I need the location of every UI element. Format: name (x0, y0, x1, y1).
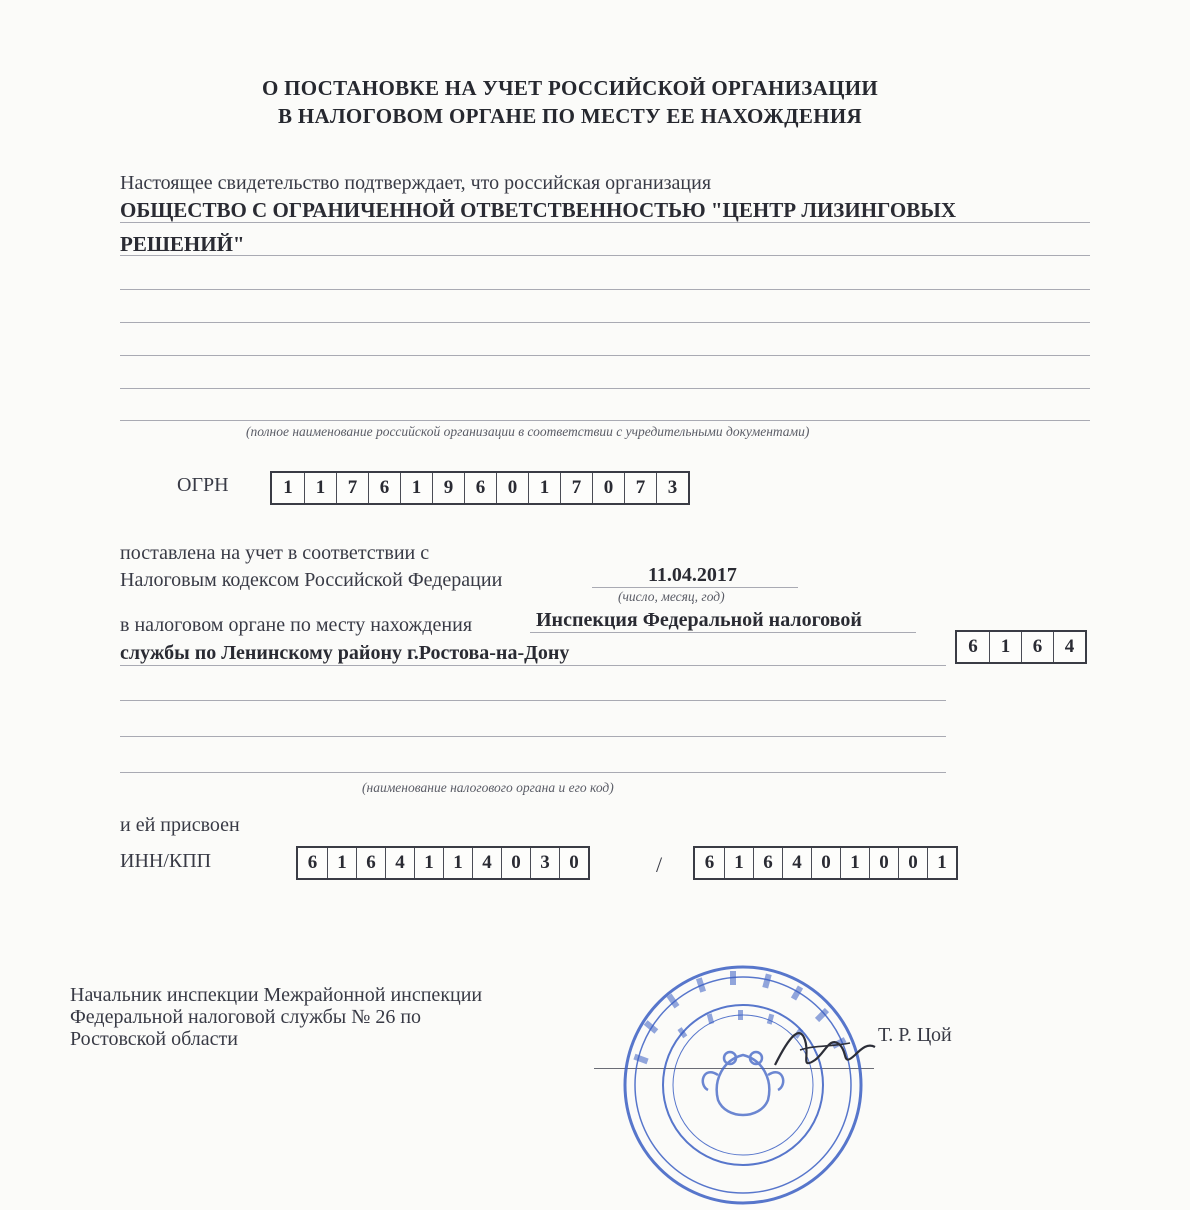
name-underline-3 (120, 289, 1090, 290)
signatory-name: Т. Р. Цой (878, 1024, 952, 1046)
ogrn-digit: 7 (560, 473, 592, 503)
kpp-digit-boxes (693, 846, 958, 880)
registration-text-line2: Налоговым кодексом Российской Федерации (120, 569, 503, 591)
kpp-digit: 0 (811, 848, 840, 878)
name-underline-5 (120, 355, 1090, 356)
intro-text: Настоящее свидетельство подтверждает, что российская организация (120, 172, 712, 194)
inn-digit: 1 (414, 848, 443, 878)
authority-code-digit: 6 (1021, 632, 1053, 662)
inn-digit: 0 (501, 848, 530, 878)
assigned-label: и ей присвоен (120, 814, 240, 836)
ogrn-digit: 7 (336, 473, 368, 503)
organization-name-line1: ОБЩЕСТВО С ОГРАНИЧЕННОЙ ОТВЕТСТВЕННОСТЬЮ "ЦЕНТР ЛИЗИНГОВЫХ (120, 198, 957, 222)
ogrn-digit: 9 (432, 473, 464, 503)
date-hint: (число, месяц, год) (618, 589, 725, 604)
ogrn-digit: 1 (304, 473, 336, 503)
inn-digit-boxes (296, 846, 590, 880)
inn-digit: 6 (356, 848, 385, 878)
inn-digit: 3 (530, 848, 559, 878)
kpp-digit: 0 (898, 848, 927, 878)
authority-code-digit: 1 (989, 632, 1021, 662)
ogrn-digit: 3 (656, 473, 688, 503)
kpp-digit: 6 (753, 848, 782, 878)
organization-name-hint: (полное наименование российской организации в соответствии с учредительными документами) (246, 424, 810, 439)
authority-code-digit: 6 (968, 636, 978, 657)
name-underline-4 (120, 322, 1090, 323)
ogrn-digit: 7 (624, 473, 656, 503)
inn-kpp-label: ИНН/КПП (120, 850, 212, 872)
authority-underline-5 (120, 772, 946, 773)
kpp-digit: 0 (869, 848, 898, 878)
signature-icon (770, 1015, 880, 1080)
authority-code-boxes (955, 630, 1087, 664)
ogrn-digit: 0 (592, 473, 624, 503)
signatory-position-line1: Начальник инспекции Межрайонной инспекции (70, 984, 483, 1006)
name-underline-6 (120, 388, 1090, 389)
kpp-digit: 1 (927, 848, 956, 878)
authority-underline-1 (530, 632, 916, 633)
kpp-digit: 1 (724, 848, 753, 878)
inn-kpp-separator: / (656, 852, 663, 877)
certificate-title-line2: В НАЛОГОВОМ ОРГАНЕ ПО МЕСТУ ЕЕ НАХОЖДЕНИЯ (278, 104, 862, 128)
official-stamp-icon (618, 960, 868, 1210)
authority-label: в налоговом органе по месту нахождения (120, 614, 473, 636)
ogrn-digit: 6 (464, 473, 496, 503)
kpp-digit: 6 (704, 852, 715, 873)
authority-hint: (наименование налогового органа и его код) (362, 780, 614, 795)
date-underline (592, 587, 798, 588)
kpp-digit: 1 (840, 848, 869, 878)
name-underline-7 (120, 420, 1090, 421)
ogrn-digit-boxes (270, 471, 690, 505)
registration-text-line1: поставлена на учет в соответствии с (120, 542, 430, 564)
name-underline-1 (120, 222, 1090, 223)
authority-name-line2: службы по Ленинскому району г.Ростова-на-Дону (120, 642, 570, 664)
ogrn-digit: 6 (368, 473, 400, 503)
inn-digit: 6 (307, 852, 318, 873)
authority-underline-3 (120, 700, 946, 701)
authority-underline-4 (120, 736, 946, 737)
registration-date: 11.04.2017 (648, 564, 737, 586)
kpp-digit: 4 (782, 848, 811, 878)
authority-underline-2 (120, 665, 946, 666)
ogrn-label: ОГРН (177, 474, 229, 496)
signatory-position-line3: Ростовской области (70, 1028, 238, 1050)
signatory-position-line2: Федеральной налоговой службы № 26 по (70, 1006, 422, 1028)
ogrn-digit: 0 (496, 473, 528, 503)
inn-digit: 1 (443, 848, 472, 878)
inn-digit: 4 (472, 848, 501, 878)
ogrn-digit: 1 (528, 473, 560, 503)
authority-name-line1: Инспекция Федеральной налоговой (536, 609, 862, 631)
organization-name-line2: РЕШЕНИЙ" (120, 232, 245, 256)
ogrn-digit: 1 (400, 473, 432, 503)
certificate-title-line1: О ПОСТАНОВКЕ НА УЧЕТ РОССИЙСКОЙ ОРГАНИЗАЦИИ (261, 76, 879, 100)
inn-digit: 0 (559, 848, 588, 878)
authority-code-digit: 4 (1053, 632, 1085, 662)
inn-digit: 4 (385, 848, 414, 878)
ogrn-digit: 1 (283, 477, 293, 498)
name-underline-2 (120, 255, 1090, 256)
inn-digit: 1 (327, 848, 356, 878)
